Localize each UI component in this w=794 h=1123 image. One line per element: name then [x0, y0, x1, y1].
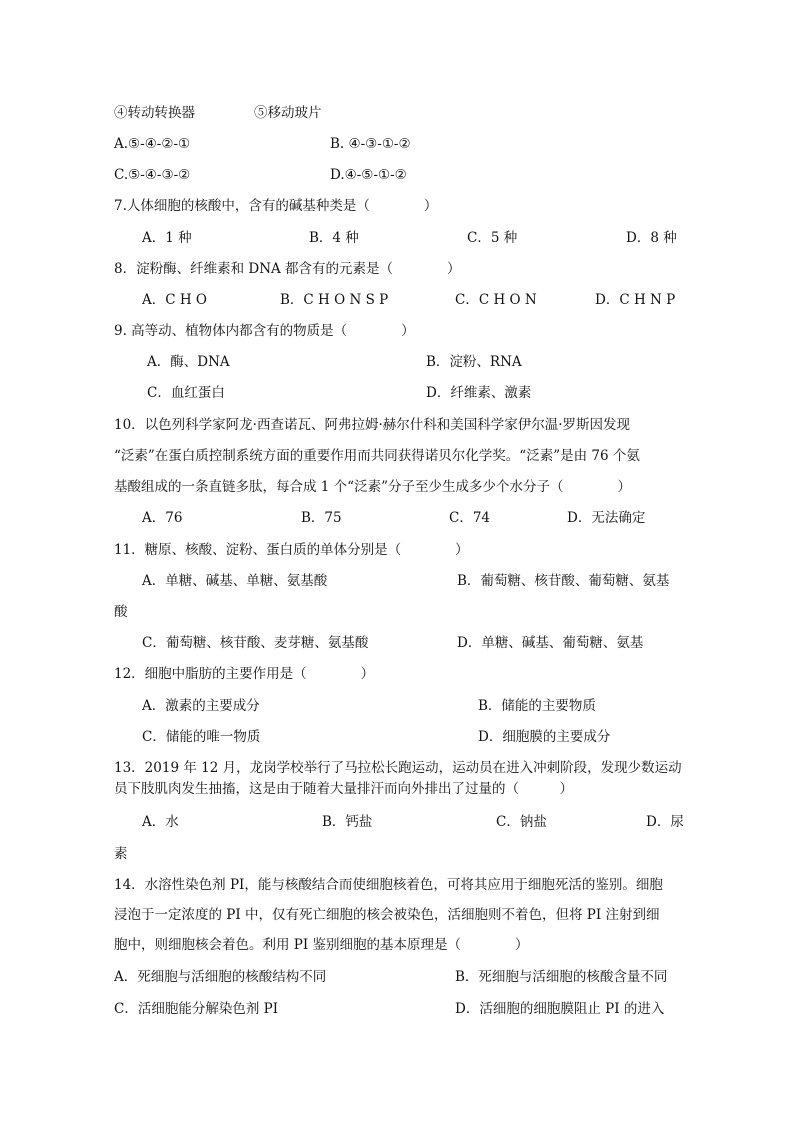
option-b: B．葡萄糖、核苷酸、葡萄糖、氨基 [457, 573, 670, 589]
option-d: D．8 种 [626, 230, 677, 246]
option-line: ④转动转换器 [114, 105, 195, 121]
question-stem: 浸泡于一定浓度的 PI 中，仅有死亡细胞的核会被染色，活细胞则不着色，但将 PI 注射到细 [114, 907, 660, 923]
question-stem: 7.人体细胞的核酸中，含有的碱基种类是（ ） [114, 198, 438, 214]
question-stem: 13．2019 年 12 月，龙岗学校举行了马拉松长跑运动，运动员在进入冲刺阶段，发现少数运动 [114, 760, 682, 776]
option-b: B．储能的主要物质 [478, 698, 596, 714]
question-stem: 8．淀粉酶、纤维素和 DNA 都含有的元素是（ ） [114, 261, 461, 277]
option-a: A．酶、DNA [147, 354, 230, 370]
option-b: B．75 [301, 510, 342, 526]
question-stem: 胞中，则细胞核会着色。利用 PI 鉴别细胞的基本原理是（ ） [114, 937, 529, 953]
option-d: D．尿 [646, 814, 684, 830]
option-b: B．钙盐 [322, 814, 373, 830]
option-a: A．死细胞与活细胞的核酸结构不同 [114, 969, 327, 985]
option-a: A．C H O [142, 292, 208, 308]
option-b: B．4 种 [309, 230, 359, 246]
option-c: C．C H O N [455, 292, 537, 308]
option-a: A．76 [142, 510, 183, 526]
option-c: C．钠盐 [496, 814, 547, 830]
option-a: A．激素的主要成分 [142, 698, 260, 714]
question-stem: 11．糖原、核酸、淀粉、蛋白质的单体分别是（ ） [114, 542, 469, 558]
option-d: D．活细胞的细胞膜阻止 PI 的进入 [455, 1001, 665, 1017]
question-stem: 12．细胞中脂肪的主要作用是（ ） [114, 666, 375, 682]
option-c: C．储能的唯一物质 [142, 729, 261, 745]
question-stem: 14．水溶性染色剂 PI，能与核酸结合而使细胞核着色，可将其应用于细胞死活的鉴别。细胞 [114, 877, 663, 893]
option-c: C．葡萄糖、核苷酸、麦芽糖、氨基酸 [142, 635, 369, 651]
option-line: ⑤移动玻片 [254, 105, 322, 121]
option-c: C．5 种 [467, 230, 518, 246]
question-stem: 9. 高等动、植物体内都含有的物质是（ ） [114, 323, 415, 339]
option-d: D．单糖、碱基、葡萄糖、氨基 [457, 635, 644, 651]
option-d: D．细胞膜的主要成分 [478, 729, 611, 745]
option-d: D．纤维素、激素 [426, 385, 532, 401]
option-d: D．C H N P [595, 292, 676, 308]
option-c: C．活细胞能分解染色剂 PI [114, 1001, 279, 1017]
question-stem: 基酸组成的一条直链多肽，每合成 1 个“泛素”分子至少生成多少个水分子（ ） [114, 479, 631, 495]
option-a: A．水 [142, 814, 179, 830]
option-line: D.④-⑤-①-② [330, 167, 407, 183]
option-d: D．无法确定 [567, 510, 646, 526]
option-b: B．死细胞与活细胞的核酸含量不同 [455, 969, 668, 985]
option-line: C.⑤-④-③-② [114, 167, 191, 183]
option-a: A．单糖、碱基、单糖、氨基酸 [142, 573, 328, 589]
question-stem: 10．以色列科学家阿龙·西查诺瓦、阿弗拉姆·赫尔什科和美国科学家伊尔温·罗斯因发现 [114, 417, 631, 433]
option-b-continued: 酸 [114, 604, 128, 620]
option-d-continued: 素 [114, 846, 128, 862]
option-b: B．C H O N S P [280, 292, 389, 308]
option-c: C．74 [449, 510, 491, 526]
question-stem: “泛素”在蛋白质控制系统方面的重要作用而共同获得诺贝尔化学奖。“泛素”是由 76 个氨 [114, 448, 640, 464]
option-b: B．淀粉、RNA [426, 354, 522, 370]
option-a: A．1 种 [142, 230, 192, 246]
option-c: C．血红蛋白 [147, 385, 225, 401]
option-line: A.⑤-④-②-① [114, 136, 191, 152]
question-stem: 员下肢肌肉发生抽搐，这是由于随着大量排汗而向外排出了过量的（ ） [114, 781, 573, 797]
option-line: B. ④-③-①-② [330, 136, 411, 152]
